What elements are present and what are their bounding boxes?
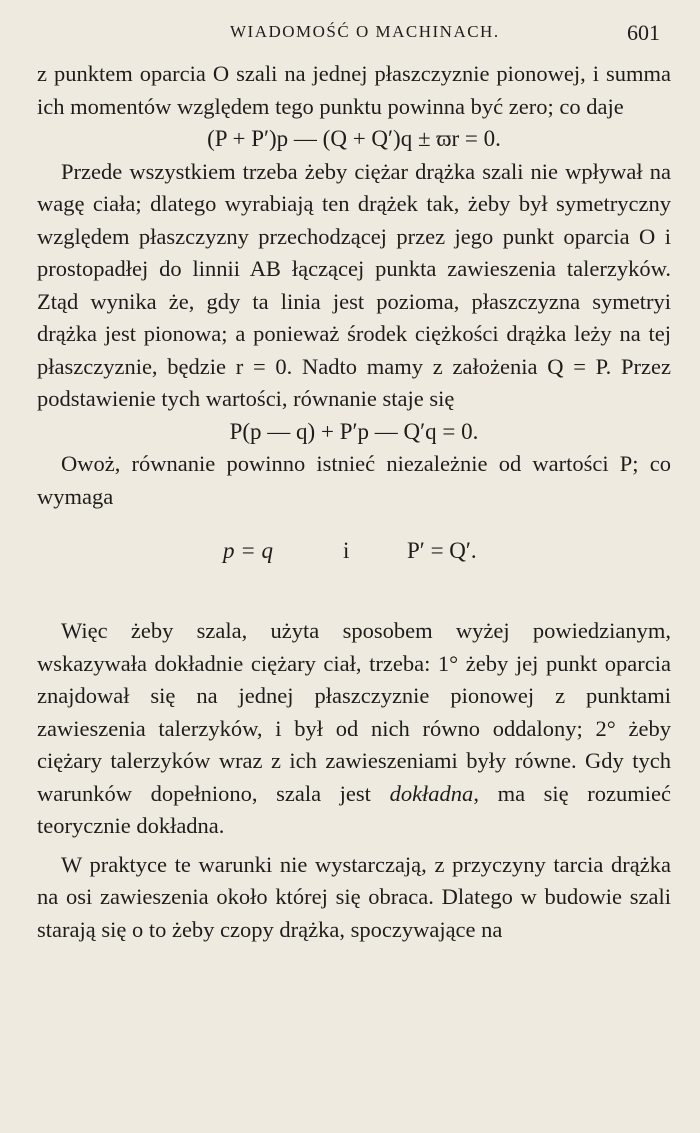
paragraph-4 xyxy=(37,615,671,843)
paragraph-4-text-a: Więc żeby szala, użyta sposobem wyżej powiedzianym, wskazywała dokładnie ciężary ciał, trzeba: 1° żeby jej punkt oparcia znajdował się na jednej płaszczyznie pionowej z punktami zawieszenia talerzyków, i był od nich równo oddalony; 2° żeby ciężary talerzyków wraz z ich zawieszeniami były równe. Gdy tych warunków dopełniono, szala jest xyxy=(37,618,671,806)
page-number: 601 xyxy=(627,20,660,45)
page-header xyxy=(40,20,668,50)
equation-3-left: p = q xyxy=(223,538,274,563)
paragraph-1: z punktem oparcia O szali na jednej płaszczyznie pionowej, i summa ich momentów względem tego punktu powinna być zero; co daje xyxy=(37,61,671,119)
paragraph-5: W praktyce te warunki nie wystarczają, z przyczyny tarcia drążka na osi zawieszenia około której się obraca. Dlatego w budowie szali starają się o to żeby czopy drążka, spoczywające na xyxy=(37,851,671,942)
equation-2: P(p — q) + P′p — Q′q = 0. xyxy=(229,418,479,444)
equation-3-right: P′ = Q′. xyxy=(407,538,477,563)
paragraph-3: Owoż, równanie powinno istnieć niezależnie od wartości P; co wymaga xyxy=(37,451,671,509)
running-title: WIADOMOŚĆ O MACHINACH. xyxy=(230,22,500,41)
equation-3-conjunction: i xyxy=(343,538,350,563)
paragraph-2: Przede wszystkiem trzeba żeby ciężar drążka szali nie wpływał na wagę ciała; dlatego wyrabiają ten drążek tak, żeby był symetryczny względem płaszczyzny przechodzącej przez jego punkt oparcia O i prostopadłej do linnii AB łączącej punkta zawieszenia talerzyków. Ztąd wynika że, gdy ta linia jest pozioma, płaszczyzna symetryi drążka jest pionowa; a ponieważ środek ciężkości drążka leży na tej płaszczyznie, będzie r = 0. Nadto mamy z założenia Q = P. Przez podstawienie tych wartości, równanie staje się xyxy=(37,158,671,411)
page-body xyxy=(37,58,671,946)
paragraph-4-emphasis: dokładna xyxy=(389,780,474,806)
equation-3 xyxy=(37,535,671,575)
paragraph-4-text-b: , ma się rozumieć teorycznie dokładna. xyxy=(37,780,671,838)
equation-1: (P + P′)p — (Q + Q′)q ± ϖr = 0. xyxy=(207,126,501,151)
